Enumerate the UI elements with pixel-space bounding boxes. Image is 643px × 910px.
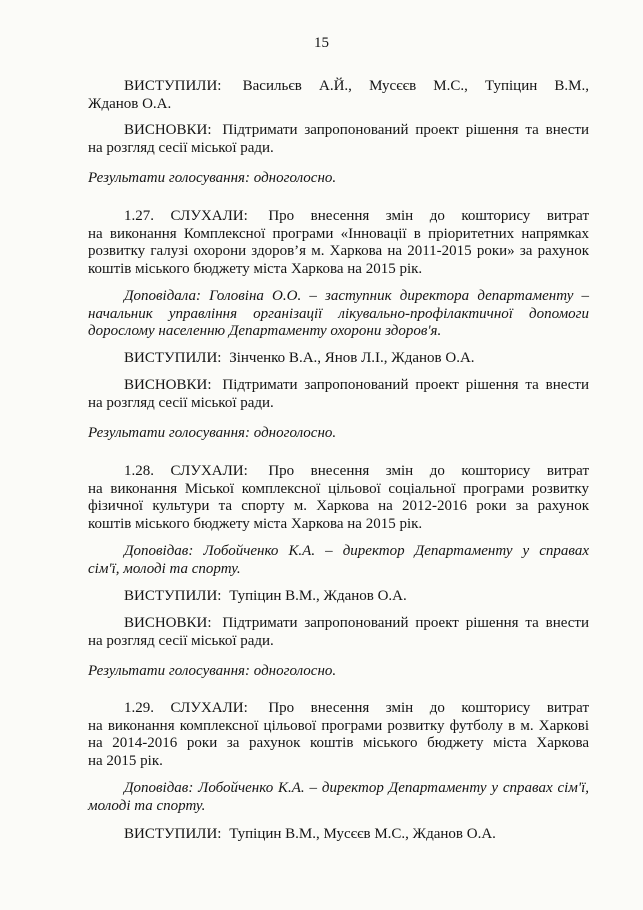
conclusions-block: ВИСНОВКИ: Підтримати запропонований проект рішення та внести на розгляд сесії міської ради. — [88, 615, 589, 649]
voting-result: Результати голосування: одноголосно. — [88, 170, 337, 186]
speakers-block: ВИСТУПИЛИ: Тупіцин В.М., Жданов О.А. — [124, 588, 407, 604]
speakers-block: ВИСТУПИЛИ: Зінченко В.А., Янов Л.І., Жданов О.А. — [124, 350, 475, 366]
agenda-item-1-27: 1.27. СЛУХАЛИ: Про внесення змін до кошторису витрат на виконання Комплексної програми «Інновації в пріоритетних напрямках розвитку галузі охорони здоров’я м. Харкова на 2011-2015 роки» за рахунок коштів міського бюджету міста Харкова на 2015 рік. — [88, 208, 590, 277]
conclusions-label: ВИСНОВКИ: — [124, 122, 212, 138]
heard-label: 1.29. СЛУХАЛИ: — [124, 700, 248, 716]
speakers-label: ВИСТУПИЛИ: — [124, 78, 222, 94]
page-number: 15 — [314, 35, 329, 51]
heard-label: 1.27. СЛУХАЛИ: — [124, 208, 248, 224]
conclusions-block: ВИСНОВКИ: Підтримати запропонований проект рішення та внести на розгляд сесії міської ради. — [88, 122, 589, 156]
reporter-block: Доповідав: Лобойченко К.А. – директор Департаменту у справах сім'ї, молоді та спорту. — [88, 543, 589, 577]
speakers-block: ВИСТУПИЛИ: Васильєв А.Й., Мусєєв М.С., Тупіцин В.М., Жданов О.А. — [88, 78, 590, 112]
agenda-item-1-28: 1.28. СЛУХАЛИ: Про внесення змін до кошторису витрат на виконання Міської комплексної цільової соціальної програми розвитку фізичної культури та спорту м. Харкова на 2012-2016 роки за рахунок коштів міського бюджету міста Харкова на 2015 рік. — [88, 463, 590, 532]
speakers-label: ВИСТУПИЛИ: — [124, 826, 222, 842]
conclusions-label: ВИСНОВКИ: — [124, 377, 212, 393]
reporter-block: Доповідав: Лобойченко К.А. – директор Департаменту у справах сім'ї, молоді та спорту. — [88, 780, 589, 814]
speakers-label: ВИСТУПИЛИ: — [124, 350, 222, 366]
speakers-block: ВИСТУПИЛИ: Тупіцин В.М., Мусєєв М.С., Жданов О.А. — [124, 826, 496, 842]
heard-label: 1.28. СЛУХАЛИ: — [124, 463, 248, 479]
conclusions-label: ВИСНОВКИ: — [124, 615, 212, 631]
speakers-label: ВИСТУПИЛИ: — [124, 588, 222, 604]
voting-result: Результати голосування: одноголосно. — [88, 425, 337, 441]
voting-result: Результати голосування: одноголосно. — [88, 663, 337, 679]
conclusions-block: ВИСНОВКИ: Підтримати запропонований проект рішення та внести на розгляд сесії міської ради. — [88, 377, 589, 411]
reporter-block: Доповідала: Головіна О.О. – заступник директора департаменту – начальник управління організації лікувально-профілактичної допомоги дорослому населенню Департаменту охорони здоров'я. — [88, 288, 589, 339]
agenda-item-1-29: 1.29. СЛУХАЛИ: Про внесення змін до кошторису витрат на виконання комплексної цільової програми розвитку футболу в м. Харкові на 2014-2016 роки за рахунок коштів міського бюджету міста Харкова на 2015 рік. — [88, 700, 590, 769]
